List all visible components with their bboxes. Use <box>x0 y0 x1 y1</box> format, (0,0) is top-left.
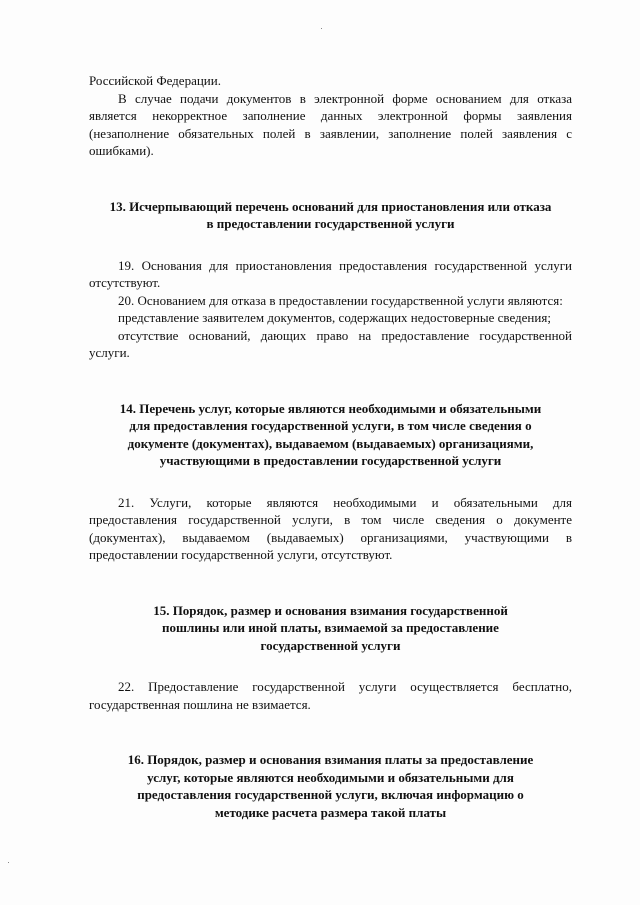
paragraph-20: 20. Основанием для отказа в предоставлении государственной услуги являются: <box>118 292 563 308</box>
section-16-heading: 16. Порядок, размер и основания взимания платы за предоставление услуг, которые являются необходимыми и обязательными для предоставления государственной услуги, включая информацию о методике расчета размера такой платы <box>127 752 534 820</box>
section-13-heading: 13. Исчерпывающий перечень оснований для приостановления или отказа в предоставлении государственной услуги <box>109 198 552 231</box>
paragraph-19: 19. Основания для приостановления предоставления государственной услуги отсутствуют. <box>89 257 572 290</box>
scan-speck <box>8 862 9 863</box>
paragraph-21: 21. Услуги, которые являются необходимыми и обязательными для предоставления государственной услуги, в том числе сведения о документе (документах), выдаваемом (выдаваемых) организациями, участвующими в предоставлении государственной услуги, отсутствуют. <box>89 494 572 562</box>
paragraph-20-item-1: представление заявителем документов, содержащих недостоверные сведения; <box>118 310 551 325</box>
paragraph-20-item-2: отсутствие оснований, дающих право на предоставление государственной услуги. <box>89 327 572 360</box>
paragraph-22: 22. Предоставление государственной услуги осуществляется бесплатно, государственная пошлина не взимается. <box>89 679 572 712</box>
section-15-heading: 15. Порядок, размер и основания взимания государственной пошлины или иной платы, взимаемой за предоставление государственной услуги <box>153 602 508 653</box>
scan-speck <box>321 28 322 29</box>
section-14-heading: 14. Перечень услуг, которые являются необходимыми и обязательными для предоставления государственной услуги, в том числе сведения о документе (документах), выдаваемом (выдаваемых) организациями, участвующими в предоставлении государственной услуги <box>119 400 542 468</box>
paragraph-continuation: Российской Федерации. <box>89 73 221 88</box>
document-body <box>89 72 572 821</box>
paragraph-refusal-electronic: В случае подачи документов в электронной форме основанием для отказа является некорректное заполнение данных электронной формы заявления (незаполнение обязательных полей в заявлении, заполнение полей заявления с ошибками). <box>89 90 572 158</box>
